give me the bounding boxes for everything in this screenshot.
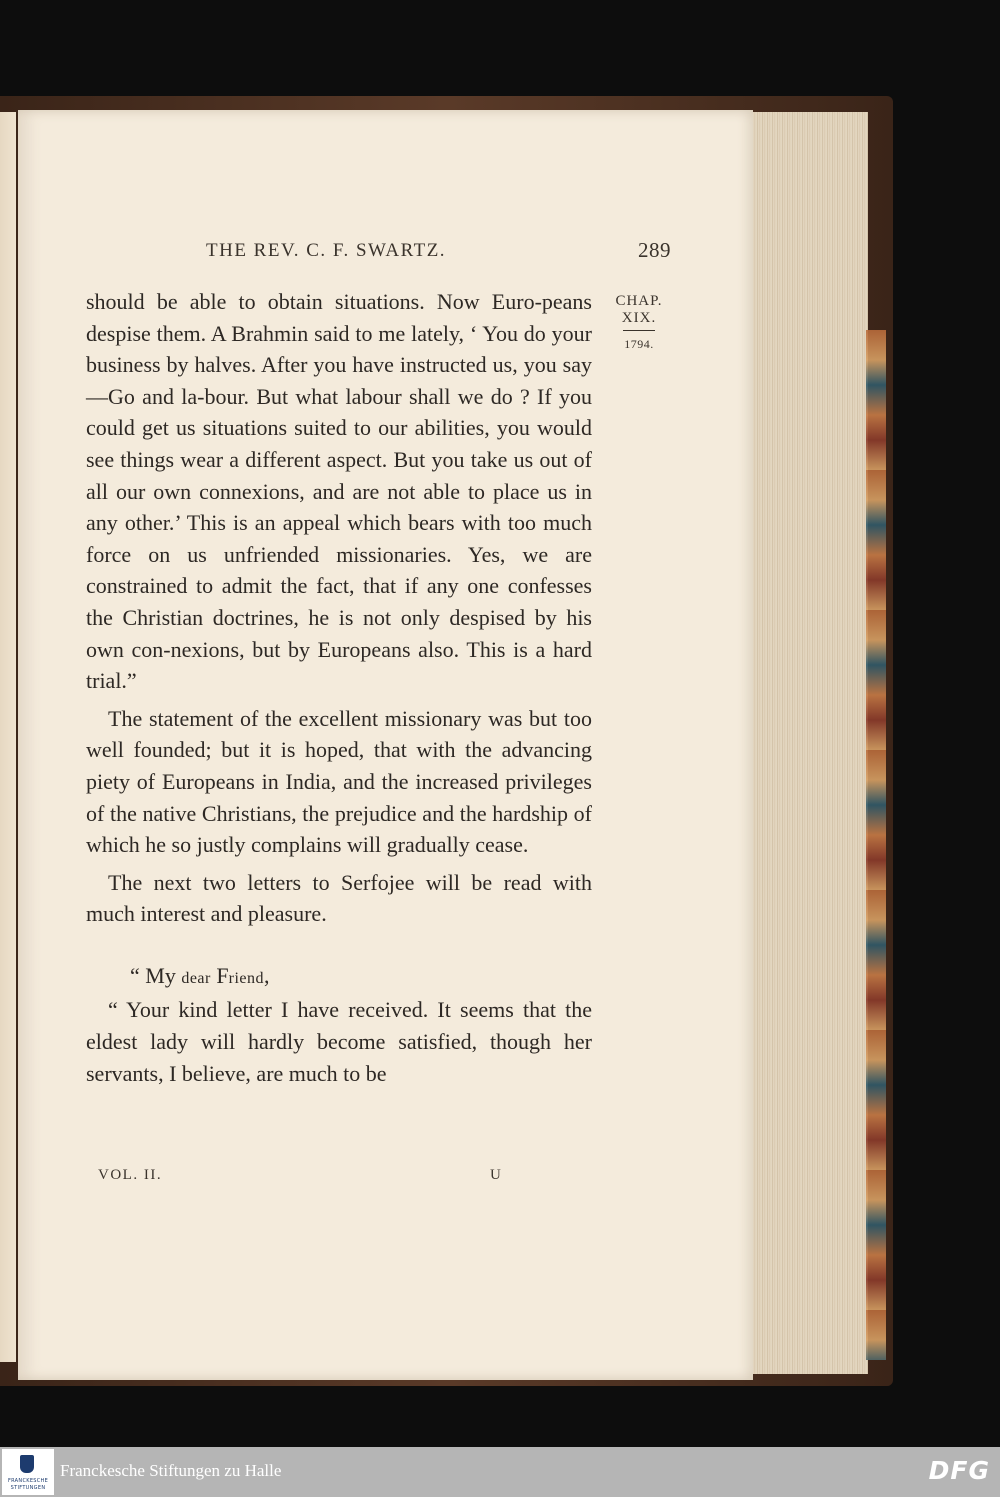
crest-icon <box>20 1455 34 1473</box>
page-number: 289 <box>638 238 671 262</box>
salutation-friend-initial: F <box>210 962 229 988</box>
margin-chapter: CHAP. <box>615 293 663 309</box>
logo-line-1: FRANCKESCHE <box>7 1478 49 1484</box>
page-block-edge <box>752 112 868 1374</box>
text-line: lately, ‘ You do your business by halves. After <box>86 320 592 378</box>
body-text <box>86 286 592 1089</box>
text-line: bour. But what labour shall we do ? If you could <box>86 383 592 441</box>
text-line: which bears with too much force on us unfriended <box>86 510 592 567</box>
salutation-friend: riend <box>228 969 264 987</box>
margin-chapter-number: XIX. <box>621 310 657 326</box>
institution-logo <box>2 1449 54 1495</box>
text-line: peans despise them. A Brahmin said to me <box>86 289 592 346</box>
salutation <box>86 960 592 995</box>
institution-name: Franckesche Stiftungen zu Halle <box>60 1461 282 1480</box>
margin-note <box>614 292 664 352</box>
book-page <box>18 110 753 1380</box>
signature-mark: U <box>490 1167 501 1183</box>
text-line: us out of all our own connexions, and are not <box>86 446 592 504</box>
provider-banner <box>0 1447 1000 1497</box>
text-line: nexions, but by Europeans also. This is a hard <box>170 636 592 662</box>
volume-mark: VOL. II. <box>98 1167 163 1183</box>
text-line: you have instructed us, you say—Go and la- <box>86 352 592 409</box>
paragraph-4: “ Your kind letter I have received. It seems that the eldest lady will hardly become satisfied, though her servants, I believe, are much to be <box>86 997 592 1086</box>
text-line: get us situations suited to our abilities, you would <box>142 415 592 441</box>
text-line: trial.” <box>86 668 137 694</box>
salutation-open: “ My <box>130 962 182 988</box>
text-line: see things wear a different aspect. But you take <box>86 446 514 472</box>
running-title: THE REV. C. F. SWARTZ. <box>206 240 447 261</box>
paragraph-1 <box>86 286 592 697</box>
text-line: missionaries. Yes, we are constrained to admit <box>86 541 592 599</box>
text-line: able to place us in any other.’ This is an appeal <box>86 478 593 536</box>
facing-page-edge <box>0 112 16 1362</box>
salutation-end: , <box>263 962 270 988</box>
salutation-dear: dear <box>181 969 211 987</box>
text-line: should be able to obtain situations. Now Euro- <box>86 289 542 314</box>
margin-year: 1794. <box>624 337 654 351</box>
text-line: the fact, that if any one confesses the Christian <box>86 573 592 630</box>
dfg-logo: DFG <box>928 1456 990 1485</box>
paragraph-3: The next two letters to Serfojee will be read with much interest and pleasure. <box>86 869 592 927</box>
marbled-edge <box>866 330 886 1360</box>
text-line: doctrines, he is not only despised by his own con- <box>86 604 592 662</box>
margin-rule <box>623 330 655 331</box>
logo-line-2: STIFTUNGEN <box>10 1485 46 1491</box>
paragraph-2: The statement of the excellent missionary was but too well founded; but it is hoped, that with the advancing piety of Europeans in India, and the increased privileges of the native Christians, the prejudice and the hardship of which he so justly complains will gradually cease. <box>86 705 592 858</box>
